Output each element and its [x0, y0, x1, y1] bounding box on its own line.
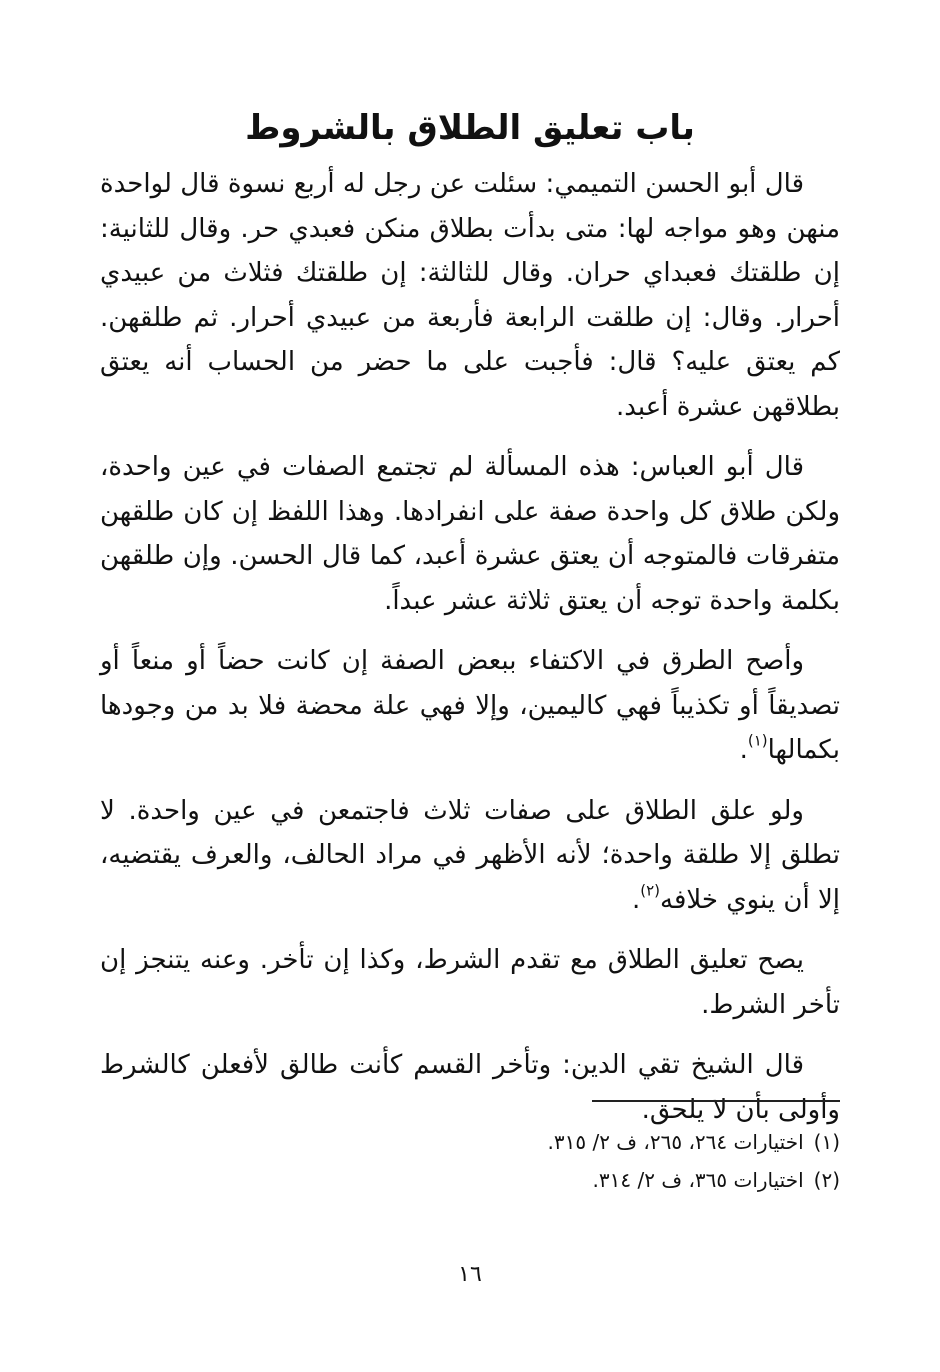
paragraph-3 [100, 639, 840, 773]
footnote-1-text: اختيارات ٢٦٤، ٢٦٥، ف ٢/ ٣١٥. [547, 1130, 804, 1154]
footnote-2 [100, 1168, 840, 1192]
footnote-ref-2: (٢) [640, 880, 661, 899]
footnote-1-number: (١) [813, 1130, 840, 1154]
paragraph-4 [100, 789, 840, 923]
paragraph-3-text: وأصح الطرق في الاكتفاء ببعض الصفة إن كانت حضاً أو منعاً أو تصديقاً أو تكذيباً فهي كاليمين، وإلا فهي علة محضة فلا بد من وجودها بكمالها [100, 646, 840, 765]
footnote-2-text: اختيارات ٣٦٥، ف ٢/ ٣١٤. [592, 1168, 804, 1192]
footnote-2-number: (٢) [813, 1168, 840, 1192]
paragraph-4-end: . [631, 884, 641, 915]
paragraph-1: قال أبو الحسن التميمي: سئلت عن رجل له أربع نسوة قال لواحدة منهن وهو مواجه لها: متى بدأت بطلاق منكن فعبدي حر. وقال للثانية: إن طلقتك فعبداي حران. وقال للثالثة: إن طلقتك فثلاث من عبيدي أحرار. وقال: إن طلقت الرابعة فأربعة من عبيدي أحرار. ثم طلقهن. كم يعتق عليه؟ قال: فأجبت على ما حضر من الحساب أنه يعتق بطلاقهن عشرة أعبد. [100, 169, 840, 422]
footnote-1 [100, 1130, 840, 1154]
footnotes [100, 1130, 840, 1206]
chapter-title: باب تعليق الطلاق بالشروط [245, 108, 695, 148]
paragraph-3-end: . [739, 735, 748, 765]
footnote-ref-1: (١) [747, 731, 768, 750]
paragraph-6: قال الشيخ تقي الدين: وتأخر القسم كأنت طالق لأفعلن كالشرط وأولى بأن لا يلحق. [100, 1050, 840, 1125]
paragraph-2: قال أبو العباس: هذه المسألة لم تجتمع الصفات في عين واحدة، ولكن طلاق كل واحدة صفة على انفرادها. وهذا اللفظ إن كان طلقهن متفرقات فالمتوجه أن يعتق عشرة أعبد، كما قال الحسن. وإن طلقهن بكلمة واحدة توجه أن يعتق ثلاثة عشر عبداً. [100, 452, 840, 616]
footnote-divider [592, 1100, 840, 1102]
page-number: ١٦ [458, 1262, 482, 1287]
paragraph-5: يصح تعليق الطلاق مع تقدم الشرط، وكذا إن تأخر. وعنه يتنجز إن تأخر الشرط. [100, 945, 840, 1020]
paragraph-4-text: ولو علق الطلاق على صفات ثلاث فاجتمعن في عين واحدة. لا تطلق إلا طلقة واحدة؛ لأنه الأظهر في مراد الحالف، والعرف يقتضيه، إلا أن ينوي خلافه [100, 795, 840, 915]
book-page [100, 100, 840, 1340]
